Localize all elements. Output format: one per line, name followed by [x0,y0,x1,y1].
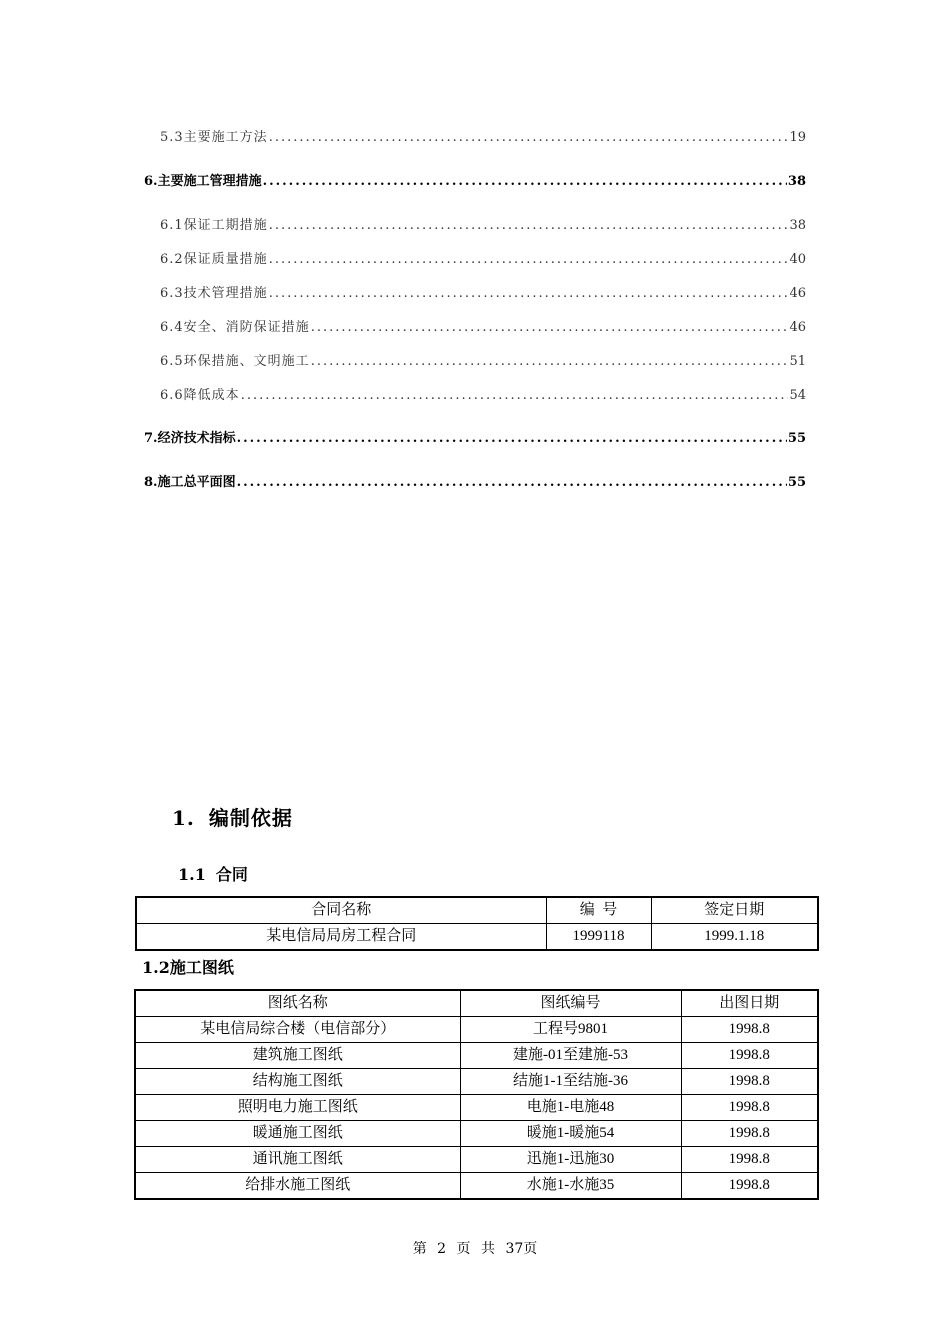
table-cell: 建筑施工图纸 [135,1043,460,1069]
table-cell: 1998.8 [681,1147,818,1173]
section-number: 1.1 [178,865,206,884]
toc-leader-dots [237,472,787,494]
toc-leader-dots [311,317,789,339]
table-header-cell: 图纸编号 [460,990,681,1017]
table-cell: 1998.8 [681,1069,818,1095]
section-heading-1 [172,802,293,831]
table-cell: 工程号9801 [460,1017,681,1043]
table-cell: 1999118 [546,924,651,951]
toc-entry-title: 7.经济技术指标 [144,431,236,446]
table-row [136,924,818,951]
toc-leader-dots [269,283,789,305]
section-number: 1. [172,806,195,830]
table-header-row [136,897,818,924]
table-cell: 给排水施工图纸 [135,1173,460,1200]
table-header-cell: 签定日期 [651,897,818,924]
toc-entry[interactable] [144,472,806,494]
toc-entry[interactable] [160,127,806,149]
toc-entry-title: 6.1保证工期措施 [160,218,268,233]
toc-entry-title: 6.3技术管理措施 [160,286,268,301]
section-title: 编制依据 [208,806,293,830]
toc-leader-dots [269,249,789,271]
table-row [135,1095,818,1121]
toc-entry-page: 55 [787,475,806,490]
toc-entry[interactable] [160,249,806,271]
table-cell: 1999.1.18 [651,924,818,951]
table-cell: 某电信局综合楼（电信部分） [135,1017,460,1043]
section-heading-1-2: 1.2施工图纸 [142,958,234,977]
table-cell: 暖通施工图纸 [135,1121,460,1147]
toc-leader-dots [269,127,789,149]
toc-entry[interactable] [160,283,806,305]
table-cell: 结构施工图纸 [135,1069,460,1095]
table-cell: 结施1-1至结施-36 [460,1069,681,1095]
toc-entry-title: 5.3主要施工方法 [160,130,268,145]
toc-leader-dots [241,385,789,407]
table-row [135,1069,818,1095]
toc-entry-title: 6.2保证质量措施 [160,252,268,267]
toc-entry-page: 19 [789,130,806,145]
toc-entry[interactable] [144,171,806,193]
toc-entry-page: 46 [789,286,806,301]
table-cell: 暖施1-暖施54 [460,1121,681,1147]
contract-table [135,896,819,951]
table-header-cell: 图纸名称 [135,990,460,1017]
toc-entry[interactable] [160,351,806,373]
toc-entry[interactable] [160,385,806,407]
toc-leader-dots [237,428,787,450]
table-row [135,1017,818,1043]
toc-entry[interactable] [160,215,806,237]
table-cell: 1998.8 [681,1095,818,1121]
toc-entry[interactable] [160,317,806,339]
toc-entry-page: 54 [789,388,806,403]
table-cell: 1998.8 [681,1173,818,1200]
page-footer: 第 2 页 共 37页 [412,1241,538,1257]
table-row [135,1043,818,1069]
table-cell: 迅施1-迅施30 [460,1147,681,1173]
drawing-table [134,989,819,1200]
toc-leader-dots [311,351,789,373]
table-cell: 1998.8 [681,1043,818,1069]
table-row [135,1173,818,1200]
toc-entry-page: 38 [789,218,806,233]
table-cell: 建施-01至建施-53 [460,1043,681,1069]
table-header-cell: 出图日期 [681,990,818,1017]
table-cell: 通讯施工图纸 [135,1147,460,1173]
toc-entry-page: 51 [789,354,806,369]
table-cell: 照明电力施工图纸 [135,1095,460,1121]
table-cell: 1998.8 [681,1017,818,1043]
toc-leader-dots [263,171,787,193]
table-header-cell: 编 号 [546,897,651,924]
table-cell: 电施1-电施48 [460,1095,681,1121]
table-cell: 1998.8 [681,1121,818,1147]
table-row [135,1121,818,1147]
toc-entry-title: 6.4安全、消防保证措施 [160,320,310,335]
toc-entry-title: 6.主要施工管理措施 [144,174,262,189]
table-header-cell: 合同名称 [136,897,546,924]
section-title: 合同 [215,865,248,884]
toc-entry[interactable] [144,428,806,450]
table-cell: 水施1-水施35 [460,1173,681,1200]
toc-entry-title: 6.6降低成本 [160,388,240,403]
section-heading-1-1 [178,862,248,885]
table-cell: 某电信局局房工程合同 [136,924,546,951]
toc-entry-title: 8.施工总平面图 [144,475,236,490]
toc-entry-page: 38 [787,174,806,189]
toc-entry-page: 40 [789,252,806,267]
toc-entry-page: 46 [789,320,806,335]
toc-entry-title: 6.5环保措施、文明施工 [160,354,310,369]
table-header-row [135,990,818,1017]
table-row [135,1147,818,1173]
toc-leader-dots [269,215,789,237]
toc-entry-page: 55 [787,431,806,446]
